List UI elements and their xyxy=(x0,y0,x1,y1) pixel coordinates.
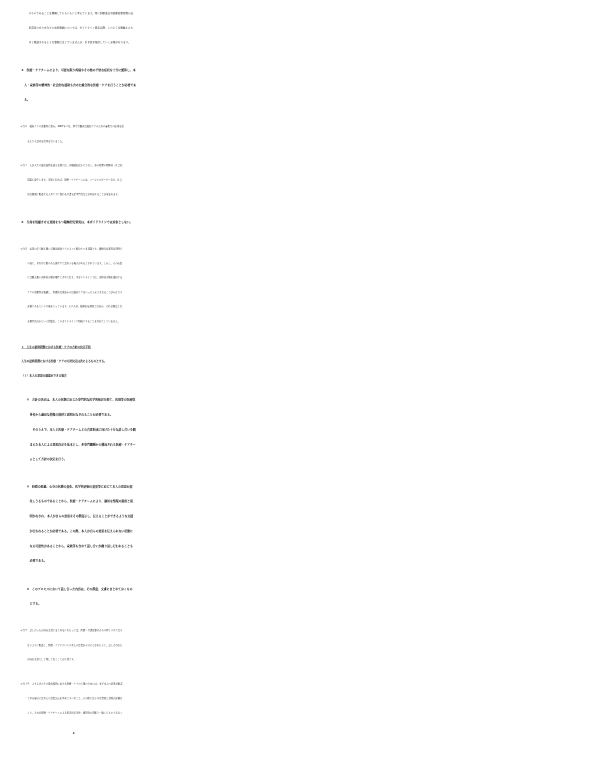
text-line: 内容を文書として残しておくことが大切です。 xyxy=(20,658,76,661)
subsection-heading: （１）本人の意思の確認ができる場合 xyxy=(21,373,67,378)
text-line: が行われることが必要である。この際、本人が自らの意思を伝えられない状態に xyxy=(26,529,133,533)
text-line: 来よりも認める措置を行いました。 xyxy=(20,139,65,143)
text-line: 必要であるという立場をとっています。そのため、積極的安楽死とは何か、それが適法とな xyxy=(20,305,123,308)
text-line: ② 時間の経過、心身の状態の変化、医学的評価の変更等に応じて本人の意思が変 xyxy=(26,484,133,489)
section-2 xyxy=(21,335,107,387)
text-line: 人・家族等の精神的・社会的な援助も含めた総合的な医療・ケアを行うことが必要であ xyxy=(21,83,137,87)
text-line: ケアの重要性を強調し、医療的な見地からは緩和ケアをいっそう充実させることが何よりも xyxy=(20,290,123,294)
section-lead: 人生の最終段階における医療・ケアの方針決定は次によるものとする。 xyxy=(21,359,107,363)
page-number: 4 xyxy=(72,731,75,735)
text-line: なる可能性があることから、家族等も含めて話し合いが繰り返し行われることも xyxy=(26,544,133,548)
text-line: ＊注６ 緩和ケアの重要性に鑑み、2007年２月、厚生労働省は緩和ケアのための麻薬等の使用を従 xyxy=(20,125,124,128)
principle-4 xyxy=(21,209,132,234)
text-line: ① 方針の決定は、本人の状態に応じた専門的な医学的検討を経て、医師等の医療従 xyxy=(26,398,136,402)
text-line: ＊注８ 疾患に伴う耐え難い苦痛は緩和ケアによって解決すべき課題です。積極的安楽死は判例そ xyxy=(20,247,123,250)
text-line: そのうえで、本人と医療・ケアチームとの合意形成に向けた十分な話し合いを踏 xyxy=(26,427,136,432)
text-line: ムとして方針の決定を行う。 xyxy=(26,457,67,461)
text-line: 化しうるものであることから、医療・ケアチームにより、適切な情報の提供と説 xyxy=(26,499,133,503)
text-line: ③ このプロセスにおいて話し合った内容は、その都度、文書にまとめておくもの xyxy=(26,587,133,591)
procedure-item-2 xyxy=(27,474,133,573)
document-page xyxy=(0,0,147,735)
text-line: 必要である。 xyxy=(26,558,47,563)
text-line: 問題も発生します。可能であれば、医療・ケアチームには、ソーシャルワーカーなど、社会 xyxy=(20,178,123,182)
note-9 xyxy=(20,619,122,672)
principle-3 xyxy=(21,58,136,112)
text-line: 的責任のあり方などの法的側面については、ガイドライン策定以降、このような側面から大 xyxy=(28,26,134,30)
text-line: ＊注９ 話し合った内容を文書にまとめるにあたっては、医療・介護従事者からの押しつけになら xyxy=(20,629,123,632)
text-line: こと、それが医療・ケアチームによる医学的妥当性・適切性の判断と一致したものであるこ xyxy=(20,711,123,715)
text-line: ③ 医療・ケアチームにより、可能な限り疼痛やその他の不快な症状を十分に緩和し、本 xyxy=(21,68,136,72)
note-8 xyxy=(20,237,122,334)
text-line: る要件は何かという問題を、このガイドラインで明確にすることを目的としていません。 xyxy=(20,319,121,323)
section-heading: ２ 人生の最終段階における医療・ケアの方針の決定手続 xyxy=(21,345,91,349)
text-line: ＊注７ 人が人生の最終段階を迎える際には、疼痛緩和ばかりでなく、他の種類の精神的・社会的 xyxy=(20,163,123,167)
text-line: 的な側面に配慮する人やケアに関わる介護支援専門員などが参加することが望まれます。 xyxy=(20,192,120,196)
text-line: ＊注１０ よりよき人生の最終段階における医療・ケアの実現のためには、まず本人の意思が確認 xyxy=(20,682,123,686)
note-6 xyxy=(20,115,124,154)
text-line: きく報道されるような事態は生じていませんが、引き続き検討していく必要があります。 xyxy=(28,40,131,44)
procedure-item-1 xyxy=(27,387,136,471)
text-line: ④ 生命を短縮させる意図をもつ積極的安楽死は、本ガイドラインでは対象としない。 xyxy=(21,220,133,224)
text-line: 明がなされ、本人が自らの意思をその都度示し、伝えることができるような支援 xyxy=(26,514,134,518)
note-7 xyxy=(20,153,122,206)
text-line: とする。 xyxy=(26,601,42,606)
text-line: のものであることを理解してもらいたいと考えています。特に刑事責任や医療従事者間の法 xyxy=(28,11,134,15)
procedure-item-3 xyxy=(27,576,133,616)
text-line: 事者から適切な情報の提供と説明がなされることが必要である。 xyxy=(26,412,113,417)
note-10 xyxy=(20,672,122,725)
text-line: できる場合には本人の意思決定を基本とすべきこと、その際には十分な情報と説明が必要な xyxy=(20,696,123,700)
text-line: ないように配慮し、医療・ケアについての本人の意思が十分に示された上で、話し合われた xyxy=(20,643,123,647)
text-line: まえた本人による意思決定を基本とし、多専門職種から構成される医療・ケアチー xyxy=(26,442,136,447)
text-line: る。 xyxy=(21,98,30,102)
text-line: の他で、きわめて限られた条件下で認めうる場合があるとされています。しかし、その前提 xyxy=(20,261,123,265)
intro-paragraph xyxy=(29,1,133,54)
text-line: には耐え難い肉体的苦痛が要件とされており、本ガイドラインでは、肉体的苦痛を緩和する xyxy=(20,276,123,279)
